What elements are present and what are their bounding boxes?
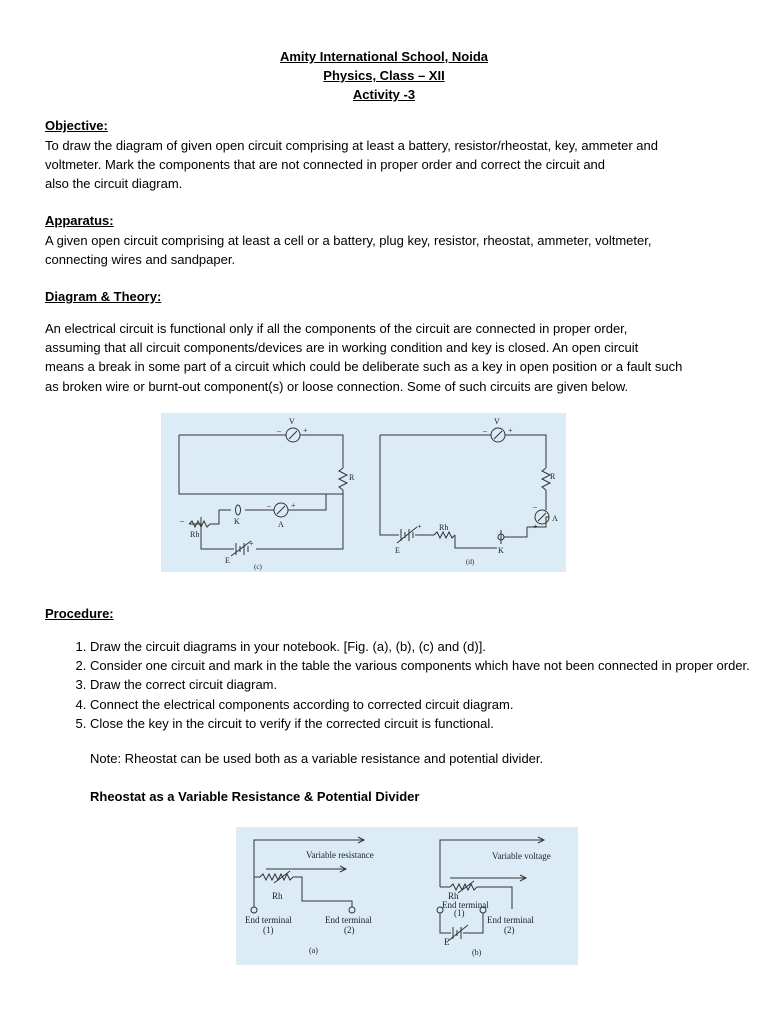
label-a-c: A: [278, 520, 284, 529]
apparatus-text: [45, 231, 735, 269]
procedure-step: 2. Consider one circuit and mark in the table the various components which have not been connected in proper order.: [90, 656, 768, 675]
label-rh-d: Rh: [439, 523, 449, 532]
label-k-d: K: [498, 546, 504, 555]
label-minus: –: [180, 516, 184, 525]
procedure-step: 3. Draw the correct circuit diagram.: [90, 675, 768, 694]
label-rh-a: Rh: [272, 891, 283, 901]
theory-heading: Diagram & Theory:: [45, 289, 162, 304]
label-minus: –: [267, 501, 271, 510]
theory-line: as broken wire or burnt-out component(s) or loose connection. Some of such circuits are given below.: [45, 378, 629, 394]
label-e-d: E: [395, 546, 400, 555]
theory-line: means a break in some part of a circuit which could be deliberate such as a key in open position or a fault such: [45, 359, 683, 375]
label-two-a: (2): [344, 925, 355, 935]
label-minus: –: [483, 426, 487, 435]
subject-class: Physics, Class – XII: [323, 68, 445, 83]
objective-text: [45, 136, 735, 194]
rheostat-diagram: [236, 827, 578, 965]
open-circuit-diagram: [161, 413, 566, 572]
label-e-b: E: [444, 937, 450, 947]
label-minus: –: [533, 502, 537, 511]
label-rh-c: Rh: [190, 530, 200, 539]
procedure-note: Note: Rheostat can be used both as a variable resistance and potential divider.: [90, 751, 544, 766]
label-k-c: K: [234, 517, 240, 526]
label-plus: +: [508, 426, 513, 435]
objective-line: To draw the diagram of given open circuit comprising at least a battery, resistor/rheostat, key, ammeter and: [45, 138, 658, 153]
label-a-d: A: [552, 514, 558, 523]
label-v-d: V: [494, 417, 500, 426]
theory-text: [45, 319, 735, 396]
label-one-b: (1): [454, 908, 465, 918]
label-variable-voltage: Variable voltage: [492, 851, 551, 861]
theory-line: An electrical circuit is functional only if all the components of the circuit are connected in proper order,: [45, 321, 628, 336]
objective-line: also the circuit diagram.: [45, 176, 183, 192]
label-v-c: V: [289, 417, 295, 426]
apparatus-line: A given open circuit comprising at least a cell or a battery, plug key, resistor, rheostat, ammeter, voltmeter,: [45, 233, 652, 248]
label-rh-b: Rh: [448, 891, 459, 901]
procedure-step: 1. Draw the circuit diagrams in your notebook. [Fig. (a), (b), (c) and (d)].: [90, 637, 768, 656]
rheostat-heading: Rheostat as a Variable Resistance & Potential Divider: [90, 789, 420, 804]
procedure-heading: Procedure:: [45, 606, 114, 621]
theory-line: assuming that all circuit components/devices are in working condition and key is closed. An open circuit: [45, 340, 639, 356]
label-end-terminal-b2: End terminal: [487, 915, 534, 925]
label-plus: +: [303, 426, 308, 435]
objective-heading: Objective:: [45, 118, 108, 133]
procedure-step: 5. Close the key in the circuit to verify if the corrected circuit is functional.: [90, 714, 768, 733]
open-circuit-figure: [161, 413, 566, 572]
apparatus-heading: Apparatus:: [45, 213, 114, 228]
label-r-c: R: [349, 473, 355, 482]
label-e-c: E: [225, 556, 230, 565]
label-end-terminal-b1: End terminal: [442, 900, 489, 910]
label-plus: +: [533, 522, 538, 531]
activity-title: Activity -3: [352, 87, 416, 102]
apparatus-line: connecting wires and sandpaper.: [45, 252, 236, 268]
label-plus: +: [291, 501, 296, 510]
caption-b: (b): [472, 948, 482, 957]
label-r-d: R: [550, 472, 556, 481]
label-plus: +: [249, 539, 254, 548]
procedure-steps: [45, 637, 768, 733]
label-one-a: (1): [263, 925, 274, 935]
label-minus: –: [277, 426, 281, 435]
label-variable-resistance: Variable resistance: [306, 850, 374, 860]
caption-a: (a): [309, 946, 318, 955]
label-end-terminal-2: End terminal: [325, 915, 372, 925]
label-end-terminal-1: End terminal: [245, 915, 292, 925]
rheostat-figure: [236, 827, 578, 965]
school-name: Amity International School, Noida: [279, 49, 489, 64]
label-plus: +: [417, 522, 422, 531]
objective-line: voltmeter. Mark the components that are not connected in proper order and correct the circuit and: [45, 157, 606, 173]
procedure-step: 4. Connect the electrical components according to corrected circuit diagram.: [90, 695, 768, 714]
label-two-b: (2): [504, 925, 515, 935]
caption-c: (c): [254, 563, 262, 571]
caption-d: (d): [466, 558, 475, 566]
